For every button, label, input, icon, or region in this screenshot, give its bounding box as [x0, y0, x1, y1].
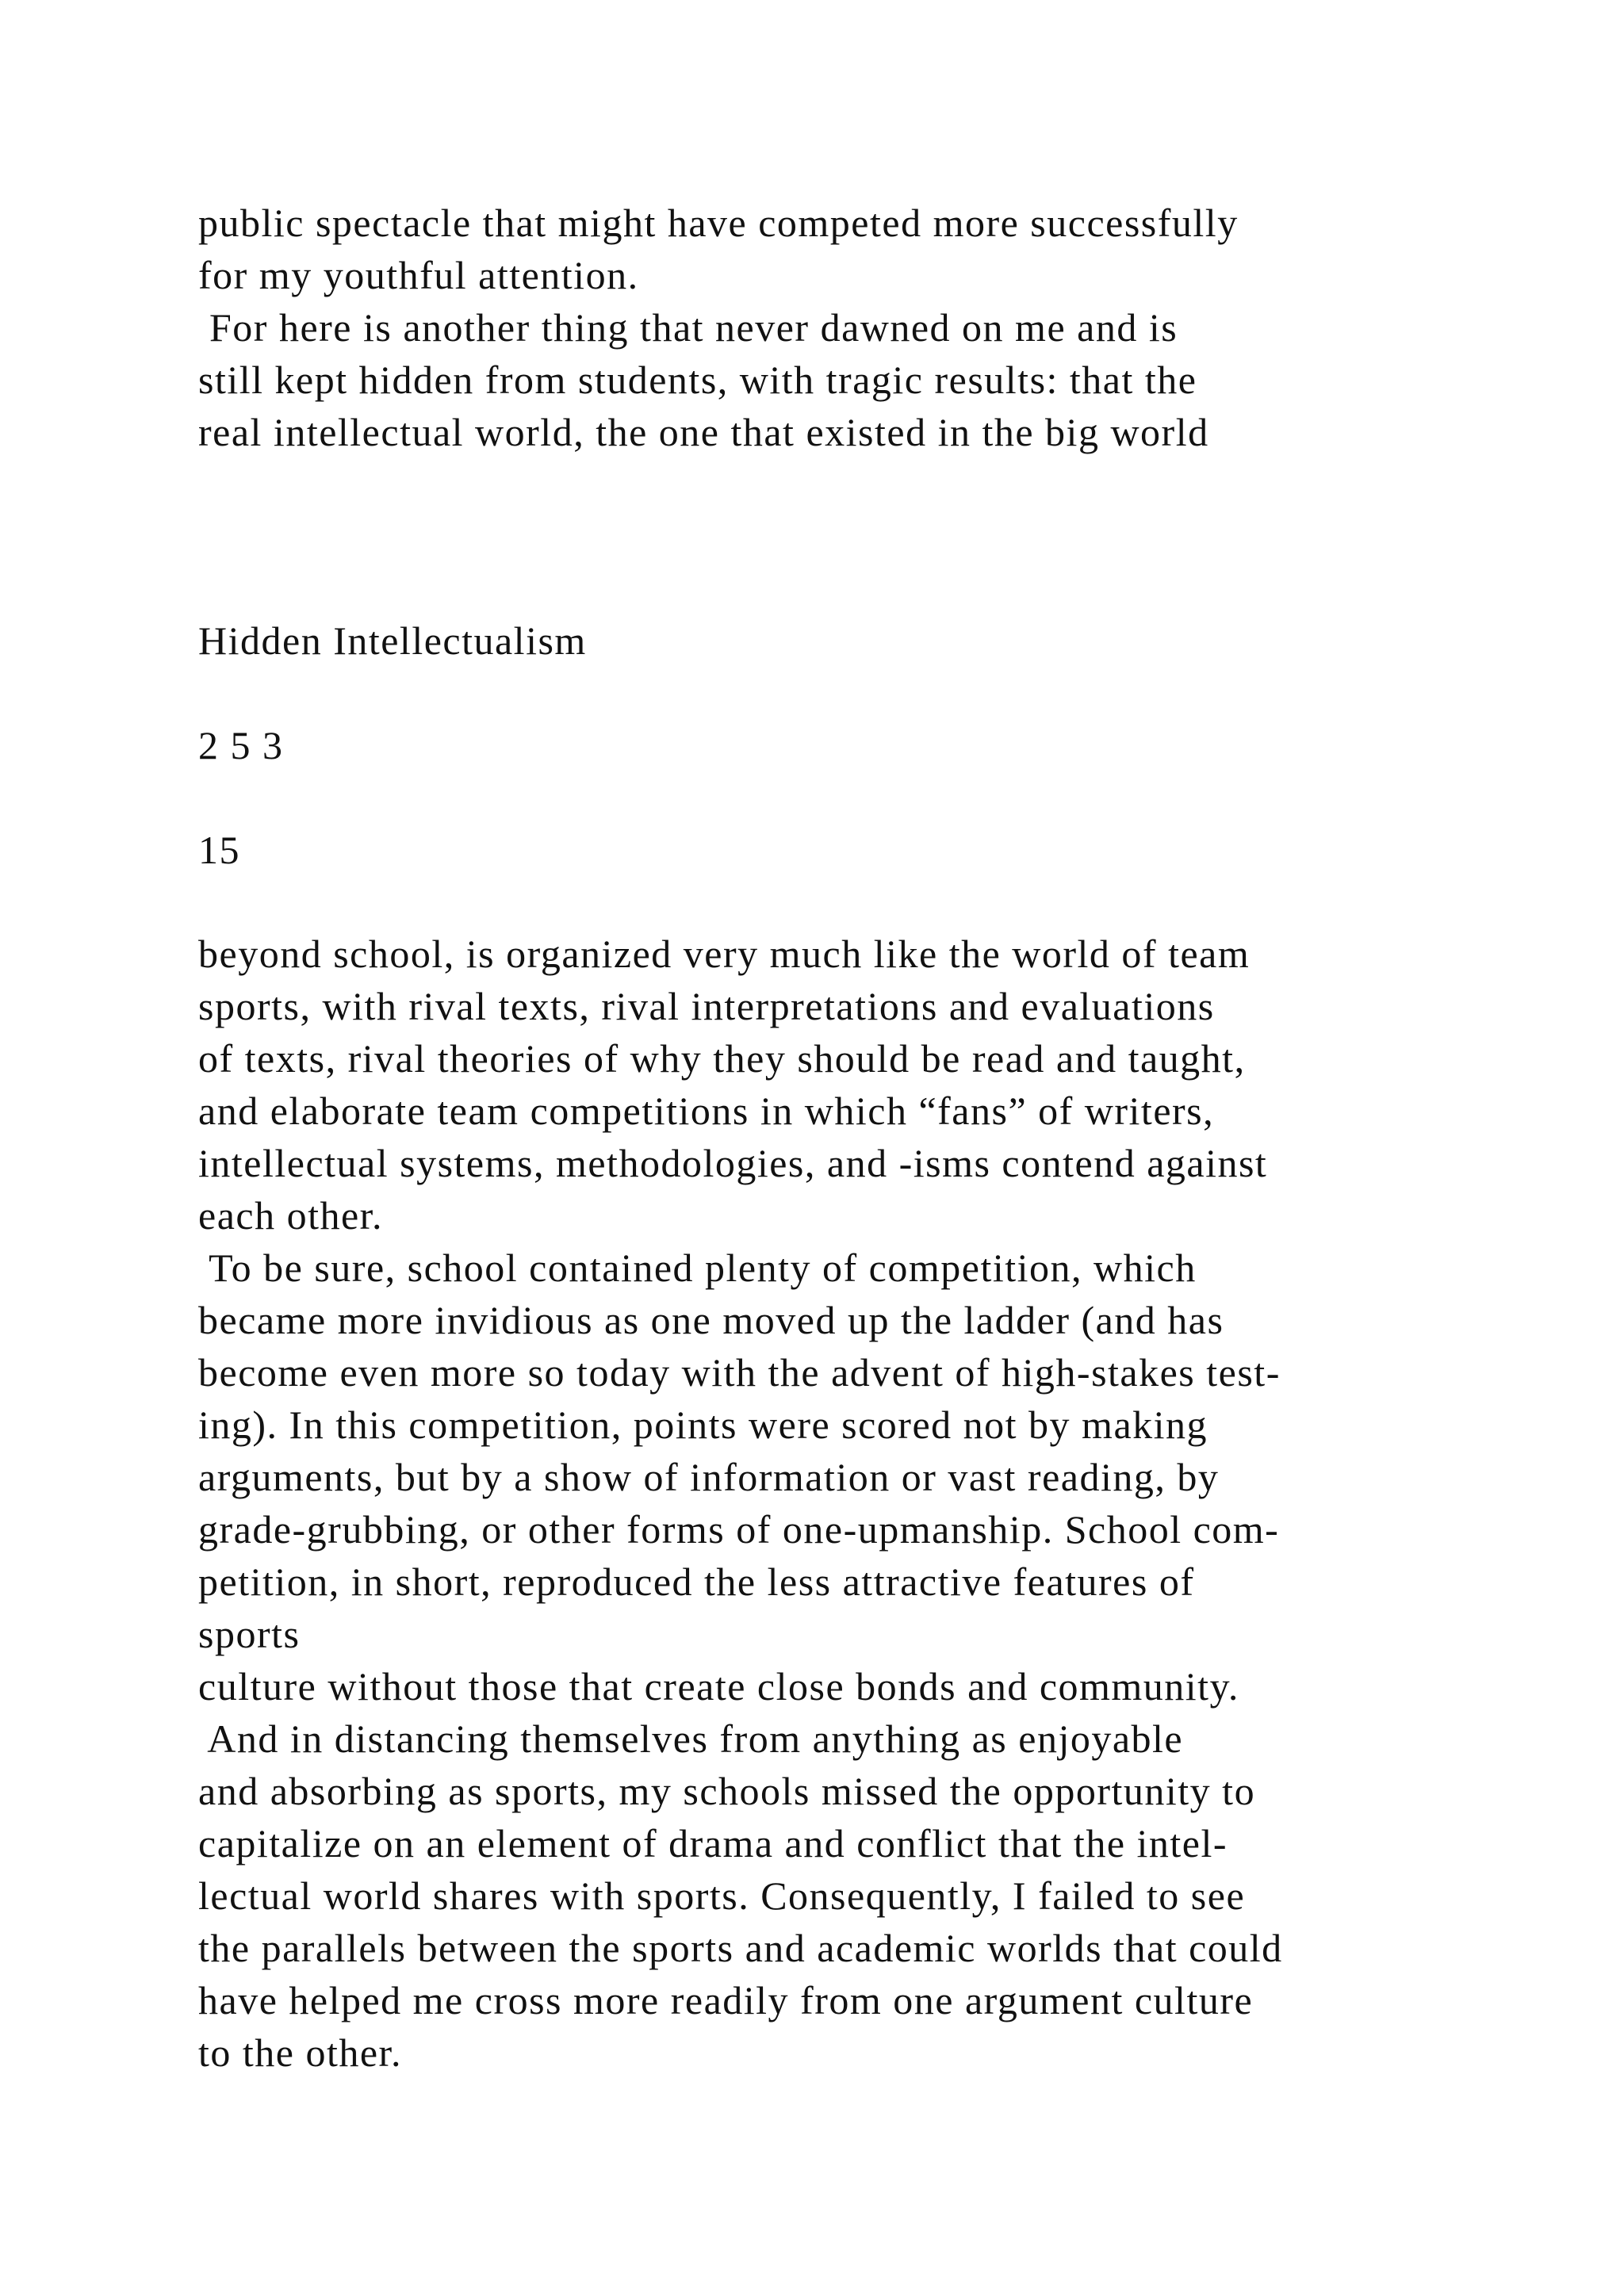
text-line: real intellectual world, the one that existed in the big world [198, 410, 1209, 454]
text-line: ing). In this competition, points were scored not by making [198, 1402, 1208, 1447]
text-line: each other. [198, 1193, 384, 1238]
running-header-text: Hidden Intellectualism [198, 618, 587, 663]
text-line: for my youthful attention. [198, 253, 639, 297]
text-line: have helped me cross more readily from one argument culture [198, 1978, 1254, 2022]
text-line: And in distancing themselves from anything as enjoyable [198, 1716, 1184, 1761]
text-line: to the other. [198, 2030, 402, 2075]
text-line: and absorbing as sports, my schools missed the opportunity to [198, 1769, 1256, 1813]
text-line: of texts, rival theories of why they should be read and taught, [198, 1036, 1246, 1081]
text-line: capitalize on an element of drama and conflict that the intel- [198, 1821, 1228, 1866]
text-line: and elaborate team competitions in which “fans” of writers, [198, 1089, 1215, 1133]
text-line: culture without those that create close bonds and community. [198, 1664, 1239, 1709]
text-line: lectual world shares with sports. Consequently, I failed to see [198, 1873, 1246, 1918]
text-line: beyond school, is organized very much like the world of team [198, 932, 1251, 976]
text-line: become even more so today with the advent of high-stakes test- [198, 1350, 1281, 1395]
text-line: grade-grubbing, or other forms of one-upmanship. School com- [198, 1507, 1280, 1552]
running-header [198, 614, 1610, 667]
text-line: arguments, but by a show of information or vast reading, by [198, 1455, 1220, 1499]
page-number [198, 719, 1610, 771]
text-line: sports, with rival texts, rival interpretations and evaluations [198, 984, 1215, 1028]
text-line: To be sure, school contained plenty of competition, which [198, 1246, 1197, 1290]
paragraph-number-text: 15 [198, 828, 240, 872]
text-line: petition, in short, reproduced the less attractive features of [198, 1559, 1195, 1604]
text-line: the parallels between the sports and academic worlds that could [198, 1926, 1283, 1970]
text-line: For here is another thing that never dawned on me and is [198, 305, 1178, 350]
text-line: became more invidious as one moved up the ladder (and has [198, 1298, 1224, 1342]
text-line: sports [198, 1612, 301, 1656]
paragraph-top [198, 197, 1610, 458]
text-line: still kept hidden from students, with tragic results: that the [198, 358, 1197, 402]
paragraph-main [198, 928, 1610, 2079]
text-line: public spectacle that might have competed more successfully [198, 201, 1239, 245]
paragraph-number [198, 824, 1610, 876]
text-line: intellectual systems, methodologies, and -isms contend against [198, 1141, 1268, 1185]
page-number-text: 2 5 3 [198, 723, 284, 767]
